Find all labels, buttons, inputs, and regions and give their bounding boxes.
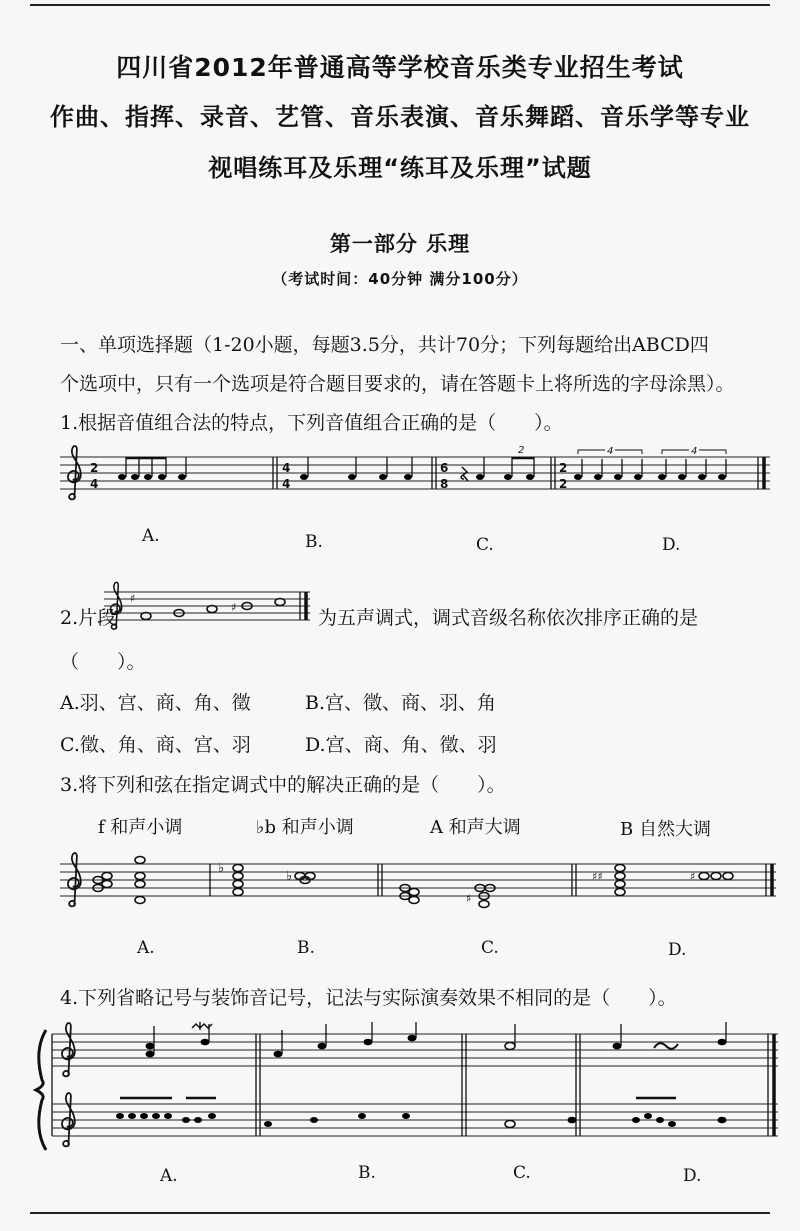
sharp-icon: ♯ (466, 892, 472, 905)
q4-label-a: A. (160, 1166, 178, 1186)
svg-text:2: 2 (559, 461, 568, 475)
section-subtitle: （考试时间：40分钟 满分100分） (272, 270, 528, 288)
q1-label-b: B. (305, 532, 323, 552)
top-rule (30, 4, 770, 6)
q2-option-c: C.徵、角、商、宫、羽 (60, 734, 251, 756)
q4-label-d: D. (683, 1166, 702, 1186)
q2-option-b: B.宫、徵、商、羽、角 (305, 692, 497, 714)
title-line-3: 视唱练耳及乐理“练耳及乐理”试题 (208, 154, 592, 182)
svg-text:2: 2 (90, 461, 99, 475)
eighth-rest-icon (461, 467, 468, 481)
tuplet-mark: 4 (691, 446, 698, 457)
flat-icon: ♭ (286, 869, 293, 884)
q4-label-c: C. (513, 1163, 531, 1183)
option-c-notes (461, 445, 534, 481)
sharp-icon: ♯ (130, 592, 136, 605)
question-4-grand-staff (32, 1020, 780, 1160)
sharp-icons: ♯♯ (592, 870, 603, 883)
brace-icon (36, 1030, 46, 1150)
upper-notes (146, 1022, 727, 1057)
title-line-2: 作曲、指挥、录音、艺管、音乐表演、音乐舞蹈、音乐学等专业 (50, 103, 750, 131)
q1-label-d: D. (662, 535, 681, 555)
sharp-icon: ♯ (690, 870, 696, 883)
question-4-text: 4.下列省略记号与装饰音记号，记法与实际演奏效果不相同的是（ ）。 (60, 987, 677, 1009)
sharp-icon: ♯ (231, 601, 237, 614)
svg-text:2: 2 (559, 477, 568, 491)
svg-text:8: 8 (440, 477, 449, 491)
question-2-blank: （ ）。 (60, 651, 146, 673)
question-2-text: 为五声调式，调式音级名称依次排序正确的是 (318, 607, 699, 629)
tuplet-mark: 4 (607, 446, 614, 457)
question-1-staff (60, 445, 770, 505)
lower-notes (116, 1098, 727, 1128)
bottom-rule (30, 1212, 770, 1214)
instruction-line-2: 个选项中，只有一个选项是符合题目要求的，请在答题卡上将所选的字母涂黑）。 (60, 373, 735, 395)
question-2-prefix: 2.片段 (60, 607, 117, 629)
section-title: 第一部分 乐理 (329, 232, 471, 256)
svg-text:4: 4 (282, 461, 291, 475)
q3-label-a: A. (137, 938, 155, 958)
question-3-staff (60, 850, 780, 912)
turn-icon (654, 1043, 678, 1049)
svg-text:4: 4 (282, 477, 291, 491)
q2-option-a: A.羽、宫、商、角、徵 (60, 692, 251, 714)
question-3-text: 3.将下列和弦在指定调式中的解决正确的是（ ）。 (60, 774, 506, 796)
option-b-notes (300, 457, 412, 480)
q3-label-d: D. (668, 940, 687, 960)
q3-key-2: ♭b 和声小调 (256, 817, 354, 838)
q3-key-3: A 和声大调 (430, 817, 521, 838)
question-2-fragment-staff (104, 580, 315, 630)
svg-text:6: 6 (440, 461, 449, 475)
q3-label-b: B. (297, 938, 315, 958)
q3-label-c: C. (481, 938, 499, 958)
q2-option-d: D.宫、商、角、徵、羽 (305, 734, 497, 756)
q1-label-c: C. (476, 535, 494, 555)
instruction-line-1: 一、单项选择题（1-20小题，每题3.5分，共计70分；下列每题给出ABCD四 (60, 334, 709, 356)
q4-label-b: B. (358, 1163, 376, 1183)
q1-label-a: A. (142, 526, 160, 546)
title-line-1: 四川省2012年普通高等学校音乐类专业招生考试 (116, 53, 684, 82)
question-1-text: 1.根据音值组合法的特点，下列音值组合正确的是（ ）。 (60, 412, 563, 434)
q3-key-4: B 自然大调 (620, 819, 711, 840)
flat-icon: ♭ (218, 861, 225, 876)
svg-text:4: 4 (90, 477, 99, 491)
option-d-notes (574, 446, 726, 480)
option-a-notes (118, 457, 186, 480)
tuplet-mark: 2 (518, 445, 525, 456)
q3-key-1: f 和声小调 (98, 817, 183, 838)
lower-staff (52, 1104, 778, 1136)
